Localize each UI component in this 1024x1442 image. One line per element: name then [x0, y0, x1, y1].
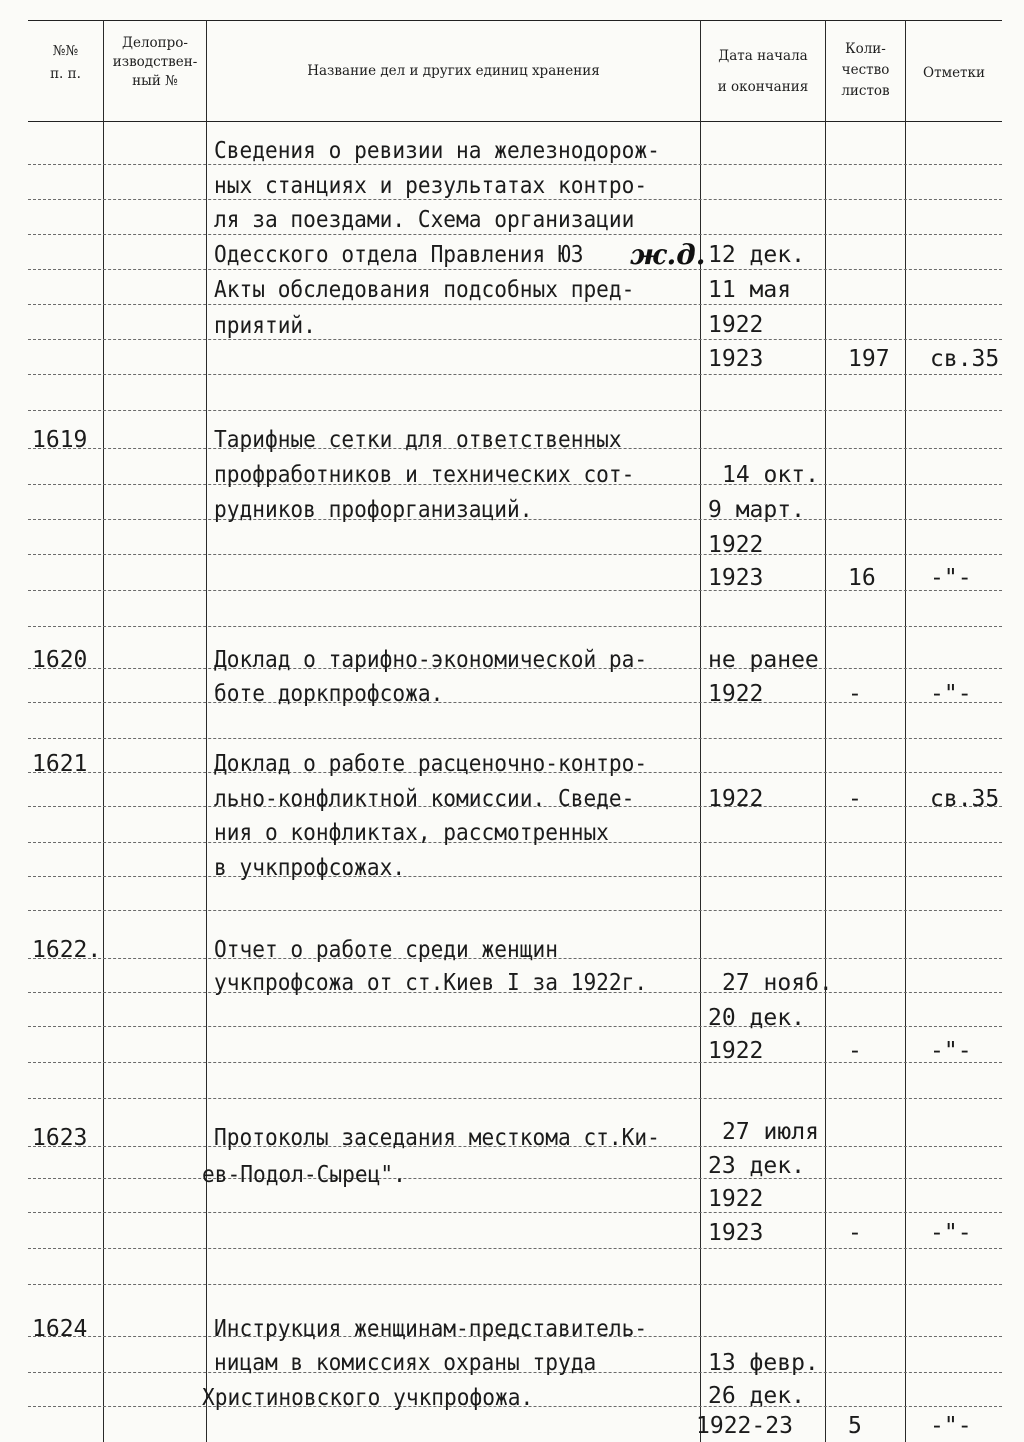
entry-date: 1922	[708, 532, 764, 558]
entry-number: 1623	[32, 1125, 88, 1151]
entry-number: 1624	[32, 1316, 88, 1342]
ruled-line	[28, 339, 1002, 340]
entry-title-line: ницам в комиссиях охраны труда	[214, 1350, 597, 1376]
entry-notes: -"-	[930, 1413, 972, 1439]
table-top-border	[28, 20, 1002, 21]
entry-notes: -"-	[930, 681, 972, 707]
entry-date: 1922	[708, 681, 764, 707]
entry-date: 20 дек.	[708, 1005, 805, 1031]
entry-title-line: Доклад о тарифно-экономической ра-	[214, 647, 648, 673]
header-text: листов	[841, 83, 890, 99]
entry-notes: св.35	[930, 786, 1000, 812]
entry-title-line: учкпрофсожа от ст.Киев I за 1922г.	[214, 970, 648, 996]
entry-date: 1922	[708, 1186, 764, 1212]
entry-title-line: льно-конфликтной комиссии. Сведе-	[214, 786, 635, 812]
entry-title-line: приятий.	[214, 313, 316, 339]
header-col-sheets	[826, 40, 905, 101]
entry-number: 1621	[32, 751, 88, 777]
entry-date: не ранее	[708, 647, 819, 673]
entry-title-line: ния о конфликтах, рассмотренных	[214, 820, 609, 846]
ruled-line	[28, 1248, 1002, 1249]
entry-date: 1922	[708, 1038, 764, 1064]
entry-sheet-count: -	[848, 681, 862, 707]
ruled-line	[28, 1284, 1002, 1285]
ruled-line	[28, 410, 1002, 411]
header-text: и окончания	[717, 79, 809, 95]
entry-title-line: рудников профорганизаций.	[214, 497, 533, 523]
entry-date: 1922	[708, 312, 764, 338]
entry-notes: св.35	[930, 346, 1000, 372]
ruled-line	[28, 1098, 1002, 1099]
header-text: Дата начала	[718, 48, 808, 64]
header-text: Коли-	[845, 41, 886, 57]
entry-date: 23 дек.	[708, 1153, 805, 1179]
entry-date: 1923	[708, 565, 764, 591]
entry-date: 26 дек.	[708, 1383, 805, 1409]
header-text: п. п.	[50, 66, 81, 82]
header-col-office-number	[104, 34, 206, 91]
entry-date: 1923	[708, 1220, 764, 1246]
entry-notes: -"-	[930, 565, 972, 591]
ruled-line	[28, 1212, 1002, 1213]
header-text: №№	[52, 43, 79, 59]
entry-date: 12 дек.	[708, 242, 805, 268]
entry-title-line: Отчет о работе среди женщин	[214, 937, 558, 963]
entry-date: 13 февр.	[708, 1350, 819, 1376]
ruled-line	[28, 738, 1002, 739]
ruled-line	[28, 910, 1002, 911]
entry-sheet-count: 197	[848, 346, 890, 372]
entry-date: 9 март.	[708, 497, 805, 523]
entry-title-line: ных станциях и результатах контро-	[214, 173, 648, 199]
entry-date: 1922-23	[696, 1413, 793, 1439]
header-col-notes	[906, 64, 1002, 83]
header-text: Делопро-	[122, 35, 188, 51]
entry-title-line: Тарифные сетки для ответственных	[214, 427, 622, 453]
header-text: изводствен-	[112, 54, 198, 70]
handwritten-correction: ж.д.	[630, 238, 706, 271]
header-text: Отметки	[923, 65, 985, 81]
entry-title-line: ев-Подол-Сырец".	[202, 1162, 406, 1188]
ruled-line	[28, 1026, 1002, 1027]
entry-date: 11 мая	[708, 277, 792, 303]
header-col-number	[28, 42, 103, 84]
entry-title-line: Инструкция женщинам-представитель-	[214, 1316, 648, 1342]
ruled-line	[28, 626, 1002, 627]
entry-date: 14 окт.	[722, 462, 819, 488]
entry-sheet-count: 16	[848, 565, 876, 591]
entry-title-line: Акты обследования подсобных пред-	[214, 277, 635, 303]
header-text: чество	[841, 62, 890, 78]
entry-title-line: ля за поездами. Схема организации	[214, 207, 635, 233]
ruled-line	[28, 1178, 1002, 1179]
entry-sheet-count: 5	[848, 1413, 862, 1439]
entry-title-line: Одесского отдела Правления ЮЗ	[214, 242, 584, 268]
header-col-title	[207, 62, 700, 81]
header-text: ный №	[132, 73, 178, 89]
entry-title-line: в учкпрофсожах.	[214, 855, 406, 881]
header-text: Название дел и других единиц хранения	[307, 63, 600, 79]
entry-title-line: Протоколы заседания месткома ст.Ки-	[214, 1125, 660, 1151]
ruled-line	[28, 374, 1002, 375]
entry-date: 1923	[708, 346, 764, 372]
entry-date: 1922	[708, 786, 764, 812]
entry-title-line: Доклад о работе расценочно-контро-	[214, 751, 648, 777]
entry-title-line: Сведения о ревизии на железнодорож-	[214, 138, 660, 164]
entry-sheet-count: -	[848, 786, 862, 812]
entry-date: 27 июля	[722, 1119, 819, 1145]
entry-number: 1622.	[32, 937, 102, 963]
entry-sheet-count: -	[848, 1220, 862, 1246]
entry-notes: -"-	[930, 1038, 972, 1064]
entry-title-line: боте доркпрофсожа.	[214, 681, 444, 707]
header-col-dates	[701, 47, 825, 97]
entry-sheet-count: -	[848, 1038, 862, 1064]
entry-date: 27 нояб.	[722, 970, 833, 996]
entry-number: 1620	[32, 647, 88, 673]
ruled-line	[28, 876, 1002, 877]
entry-title-line: профработников и технических сот-	[214, 462, 635, 488]
entry-title-line: Христиновского учкпрофожа.	[202, 1385, 534, 1411]
entry-notes: -"-	[930, 1220, 972, 1246]
ruled-line	[28, 554, 1002, 555]
entry-number: 1619	[32, 427, 88, 453]
header-bottom-border	[28, 121, 1002, 122]
